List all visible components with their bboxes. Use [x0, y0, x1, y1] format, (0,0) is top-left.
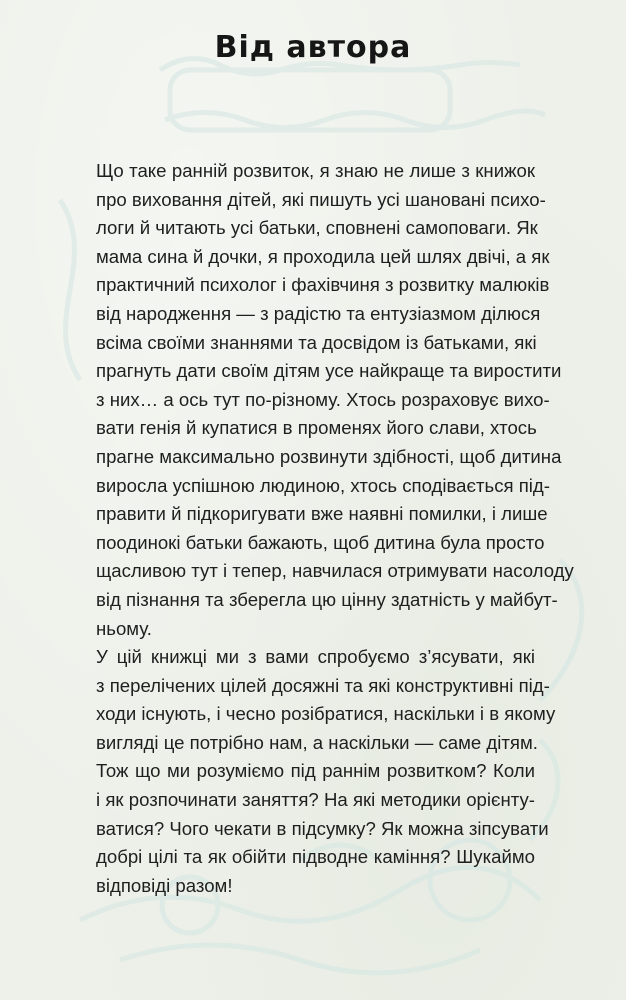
- text-line: ватися? Чого чекати в підсумку? Як можна зіпсувати: [96, 817, 549, 839]
- text-line: про виховання дітей, які пишуть усі шановані психо-: [96, 188, 546, 210]
- text-line: логи й читають усі батьки, сповнені самоповаги. Як: [96, 217, 538, 239]
- paragraph-2: [96, 643, 556, 757]
- text-line: прагне максимально розвинути здібності, щоб дитина: [96, 445, 562, 467]
- text-line: ходи існують, і чесно розібратися, наскільки і в якому: [96, 703, 556, 725]
- text-line: вигляді це потрібно нам, а наскільки — саме дітям.: [96, 731, 538, 753]
- text-line: виросла успішною людиною, хтось сподівається під-: [96, 474, 550, 496]
- text-line: практичний психолог і фахівчиня з розвитку малюків: [96, 274, 550, 296]
- text-line: всіма своїми знаннями та досвідом із батьками, які: [96, 331, 537, 353]
- text-line: Тож що ми розуміємо під раннім розвитком? Коли: [96, 760, 535, 782]
- text-line: з них… а ось тут по-різному. Хтось розраховує вихо-: [96, 388, 550, 410]
- text-line: щасливою тут і тепер, навчилася отримувати насолоду: [96, 560, 574, 582]
- text-line: мама сина й дочки, я проходила цей шлях двічі, а як: [96, 245, 550, 267]
- text-line: від пізнання та зберегла цю цінну здатність у майбут-: [96, 588, 558, 610]
- text-line: прагнуть дати своїм дітям усе найкраще та виростити: [96, 360, 562, 382]
- text-line: поодинокі батьки бажають, щоб дитина була просто: [96, 531, 545, 553]
- text-line: вати генія й купатися в променях його слави, хтось: [96, 417, 537, 439]
- text-line: від народження — з радістю та ентузіазмом ділюся: [96, 302, 541, 324]
- text-line: Що таке ранній розвиток, я знаю не лише з книжок: [96, 160, 535, 181]
- text-line: і як розпочинати заняття? На які методики орієнту-: [96, 789, 535, 811]
- text-line: правити й підкоригувати вже наявні помилки, і лише: [96, 503, 548, 525]
- text-line: відповіді разом!: [96, 874, 233, 896]
- body-text: [96, 157, 574, 900]
- text-line: з перелічених цілей досяжні та які конструктивні під-: [96, 674, 550, 696]
- paragraph-1: [96, 157, 574, 643]
- text-line: У цій книжці ми з вами спробуємо з’ясувати, які: [96, 646, 535, 668]
- text-line: добрі цілі та як обійти підводне каміння? Шукаймо: [96, 846, 535, 868]
- page-title: Від автора: [214, 30, 412, 65]
- paragraph-3: [96, 757, 549, 900]
- text-line: ньому.: [96, 617, 152, 639]
